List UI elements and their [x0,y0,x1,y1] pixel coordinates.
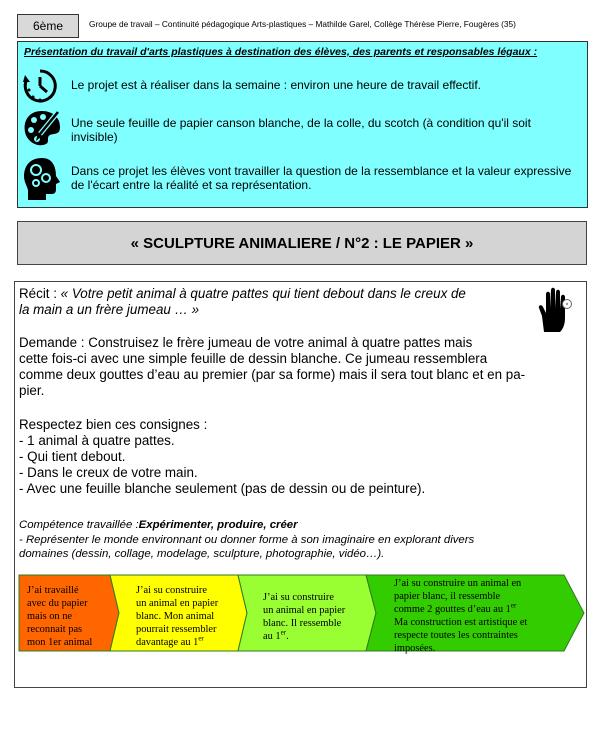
palette-brush-icon [22,108,62,155]
info-title: Présentation du travail d'arts plastiques à destination des élèves, des parents et responsables légaux : [24,46,538,58]
consigne-item: - 1 animal à quatre pattes. [19,433,175,448]
recit-label: Récit : [19,286,61,301]
info-panel [17,41,588,208]
competence-desc-1: - Représenter le monde environnant ou donner forme à son imaginaire en explorant divers [19,534,475,546]
competence-value: Expérimenter, produire, créer [138,519,298,531]
competence [19,518,298,532]
project-title: « SCULPTURE ANIMALIERE / N°2 : LE PAPIER » [130,234,474,252]
recit-line-2: la main a un frère jumeau … » [19,302,200,317]
level-text-3: J’ai su construire un animal en papier blanc. Il ressemble au 1er. [263,592,346,642]
consignes-title: Respectez bien ces consignes : [19,417,208,432]
recit [19,286,466,302]
consigne-item: - Avec une feuille blanche seulement (pas de dessin ou de peinture). [19,481,426,496]
demande-line-3: comme deux gouttes d’eau au premier (par sa forme) mais il sera tout blanc et en pa- [19,367,526,382]
head-gears-icon [22,156,64,207]
hand-icon [536,286,574,339]
info-text-duration: Le projet est à réaliser dans la semaine : environ une heure de travail effectif. [71,78,482,92]
info-text-materials: Une seule feuille de papier canson blanche, de la colle, du scotch (à condition qu'il soit invisible) [71,116,531,144]
info-text-objective: Dans ce projet les élèves vont travailler la question de la ressemblance et la valeur expressive de l'écart entre la réalité et sa représentation. [71,164,572,192]
demande-line-4: pier. [19,383,45,398]
header-row [17,14,590,38]
recit-line-1: « Votre petit animal à quatre pattes qui tient debout dans le creux de [60,286,466,301]
level-text-2: J’ai su construire un animal en papier blanc. Mon animal pourrait ressembler davantage au 1er [136,585,219,648]
competence-desc-2: domaines (dessin, collage, modelage, sculpture, photographie, vidéo…). [19,548,385,560]
demande-line-1: Demande : Construisez le frère jumeau de votre animal à quatre pattes mais [19,335,473,350]
level-text-4: J’ai su construire un animal en papier blanc, il ressemble comme 2 gouttes d’eau au 1er Ma construction est artistique et respecte toutes les contraintes imposées. [394,578,528,654]
level-text-1: J’ai travaillé avec du papier mais on ne reconnait pas mon 1er animal [27,585,93,648]
info-row-objective [18,154,587,204]
level-badge: 6ème [17,14,79,38]
project-title-banner [17,221,587,265]
group-line: Groupe de travail – Continuité pédagogique Arts-plastiques – Mathilde Garel, Collège Thérèse Pierre, Fougères (35) [89,19,516,29]
clock-icon [22,68,58,109]
consigne-item: - Dans le creux de votre main. [19,465,198,480]
info-row-materials [18,106,587,150]
info-row-duration [18,62,587,102]
assignment-box [14,281,587,688]
demande-line-2: cette fois-ci avec une simple feuille de dessin blanche. Ce jumeau ressemblera [19,351,488,366]
competence-label: Compétence travaillée : [19,519,139,531]
consigne-item: - Qui tient debout. [19,449,126,464]
